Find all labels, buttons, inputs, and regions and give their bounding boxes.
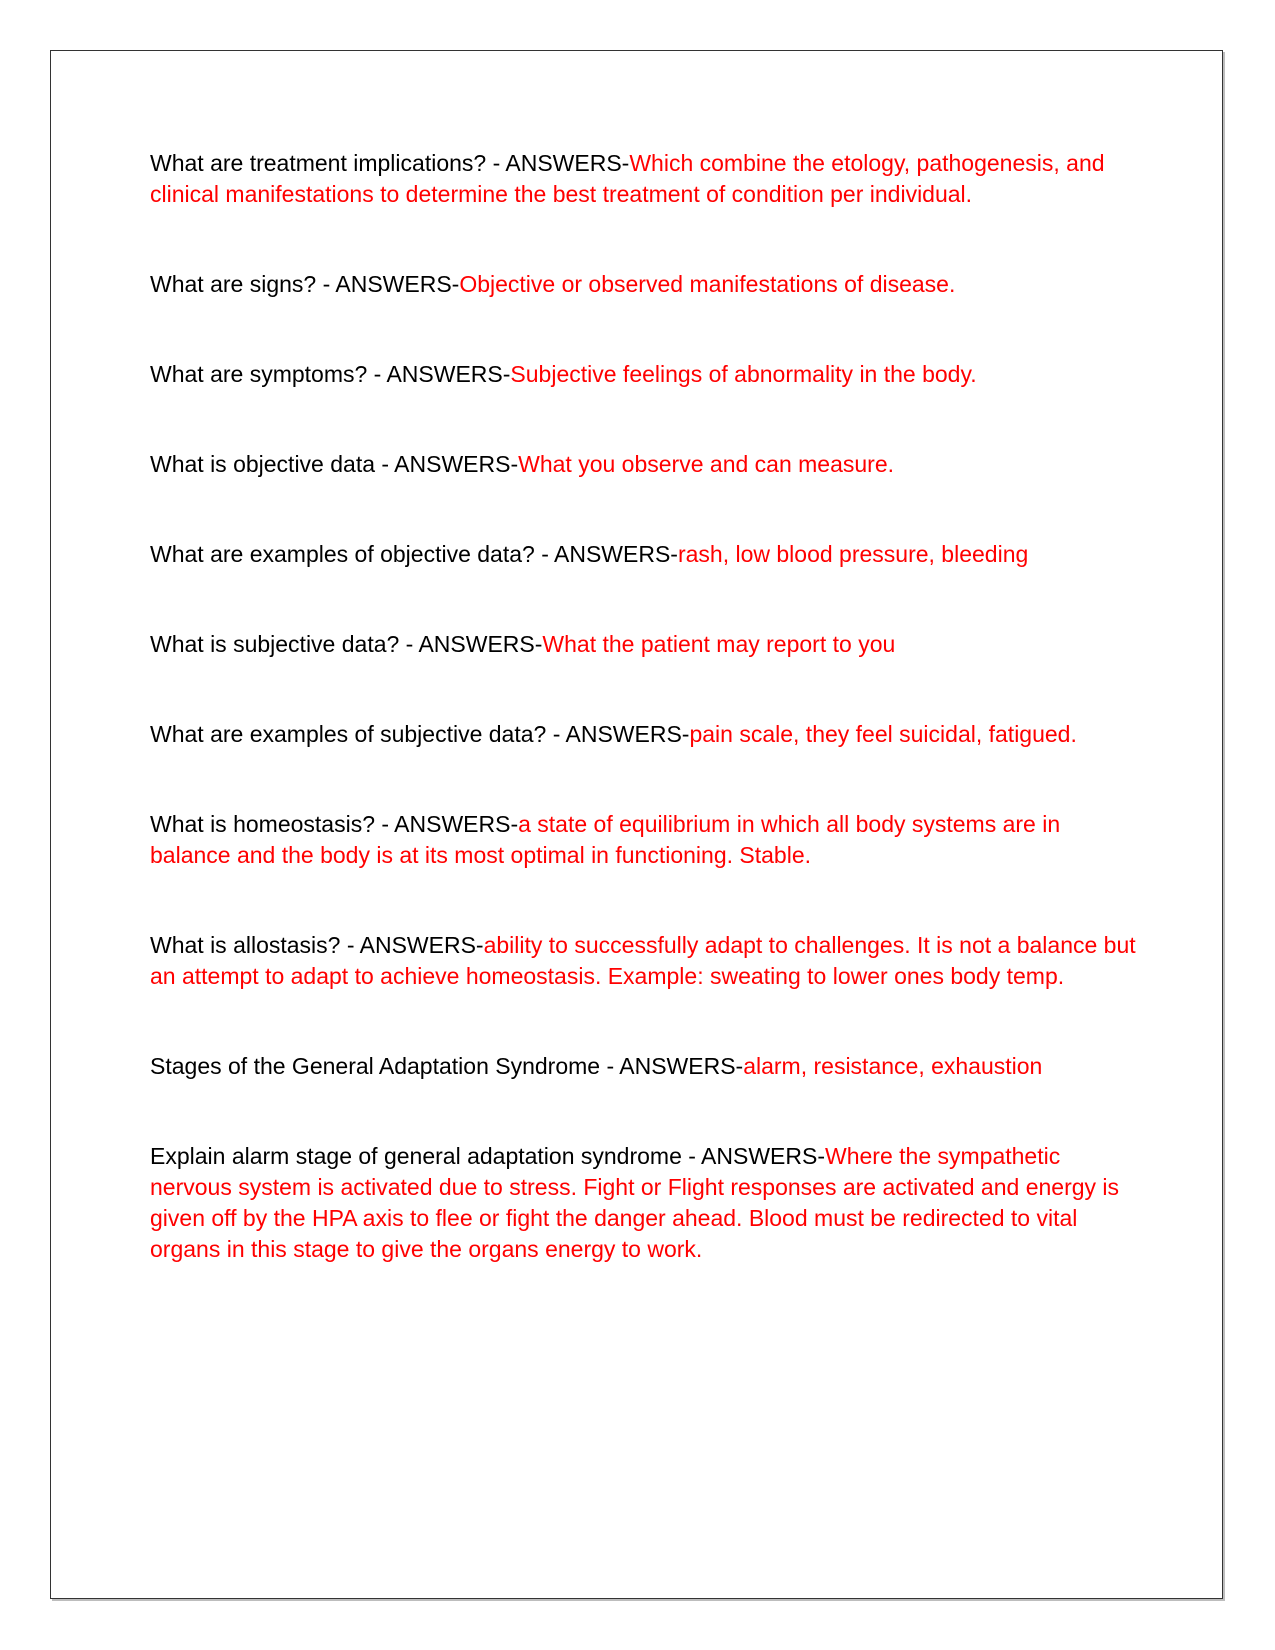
answers-separator: - ANSWERS- — [534, 541, 678, 567]
question-text: What is homeostasis? — [150, 811, 375, 837]
question-text: What is objective data — [150, 451, 376, 477]
qa-item — [150, 539, 1140, 570]
answer-text: Which combine the etology, pathogenesis, and clinical manifestations to determine the best treatment of condition per individual. — [150, 150, 1105, 207]
answers-separator: - ANSWERS- — [375, 451, 519, 477]
question-text: What is allostasis? — [150, 932, 341, 958]
answers-separator: - ANSWERS- — [681, 1143, 825, 1169]
question-text: What are treatment implications? — [150, 150, 487, 176]
question-text: What are examples of subjective data? — [150, 721, 547, 747]
answers-separator: - ANSWERS- — [340, 932, 484, 958]
answers-separator: - ANSWERS- — [367, 361, 511, 387]
answer-text: Where the sympathetic nervous system is activated due to stress. Fight or Flight responses are activated and energy is given off by the HPA axis to flee or fight the danger ahead. Blood must be redirected to vital organs in this stage to give the organs energy to work. — [150, 1143, 1120, 1262]
qa-item — [150, 809, 1140, 871]
answer-text: What you observe and can measure. — [518, 451, 895, 477]
qa-list — [150, 148, 1140, 1265]
qa-item — [150, 1051, 1140, 1082]
answers-separator: - ANSWERS- — [486, 150, 630, 176]
answers-separator: - ANSWERS- — [546, 721, 690, 747]
qa-item — [150, 148, 1140, 210]
answers-separator: - ANSWERS- — [316, 271, 460, 297]
question-text: What are symptoms? — [150, 361, 368, 387]
answer-text: Objective or observed manifestations of disease. — [459, 271, 956, 297]
answer-text: rash, low blood pressure, bleeding — [677, 541, 1029, 567]
qa-item — [150, 359, 1140, 390]
answer-text: a state of equilibrium in which all body systems are in balance and the body is at its most optimal in functioning. Stable. — [150, 811, 1061, 868]
answer-text: Subjective feelings of abnormality in the body. — [510, 361, 977, 387]
qa-item — [150, 930, 1140, 992]
question-text: What are examples of objective data? — [150, 541, 535, 567]
answers-separator: - ANSWERS- — [374, 811, 519, 837]
qa-item — [150, 629, 1140, 660]
question-text: What is subjective data? — [150, 631, 400, 657]
answer-text: What the patient may report to you — [542, 631, 896, 657]
answer-text: pain scale, they feel suicidal, fatigued. — [689, 721, 1077, 747]
qa-item — [150, 269, 1140, 300]
answers-separator: - ANSWERS- — [600, 1053, 744, 1079]
answers-separator: - ANSWERS- — [399, 631, 543, 657]
qa-item — [150, 1141, 1140, 1265]
question-text: What are signs? — [150, 271, 317, 297]
qa-item — [150, 719, 1140, 750]
answer-text: ability to successfully adapt to challenges. It is not a balance but an attempt to adapt to achieve homeostasis. Example: sweating to lower ones body temp. — [150, 932, 1136, 989]
question-text: Stages of the General Adaptation Syndrome — [150, 1053, 601, 1079]
qa-item — [150, 449, 1140, 480]
answer-text: alarm, resistance, exhaustion — [743, 1053, 1043, 1079]
question-text: Explain alarm stage of general adaptation syndrome — [150, 1143, 682, 1169]
